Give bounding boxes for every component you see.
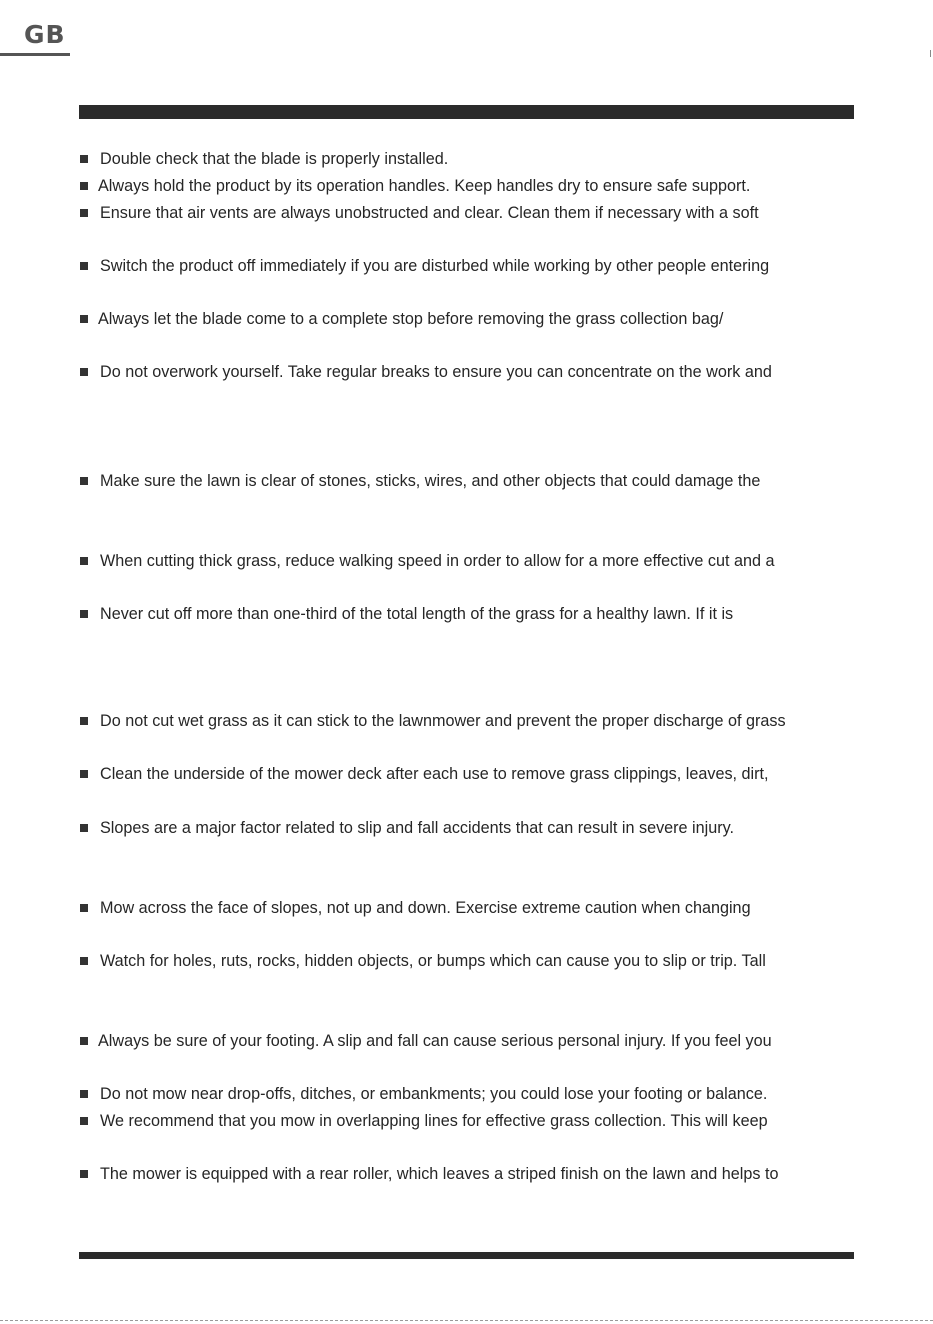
bullet-item	[80, 362, 772, 382]
bullet-square-icon	[80, 182, 88, 190]
bullet-text: Switch the product off immediately if you are disturbed while working by other people entering	[100, 256, 770, 275]
bullet-item	[80, 551, 775, 571]
bullet-square-icon	[80, 1037, 88, 1045]
bullet-square-icon	[80, 957, 88, 965]
top-divider-bar	[79, 105, 854, 119]
bullet-text: Never cut off more than one-third of the total length of the grass for a healthy lawn. If it is	[100, 604, 734, 623]
bullet-square-icon	[80, 557, 88, 565]
bullet-item	[80, 1084, 767, 1104]
bullet-text: We recommend that you mow in overlapping lines for effective grass collection. This will keep	[100, 1111, 768, 1130]
bullet-text: Double check that the blade is properly installed.	[100, 149, 449, 168]
bullet-item	[80, 149, 448, 169]
bullet-square-icon	[80, 610, 88, 618]
bullet-item	[80, 309, 723, 329]
bullet-text: Always let the blade come to a complete stop before removing the grass collection bag/	[98, 309, 724, 328]
language-code: GB	[24, 20, 66, 49]
bullet-text: The mower is equipped with a rear roller, which leaves a striped finish on the lawn and helps to	[100, 1164, 779, 1183]
bullet-text: Always be sure of your footing. A slip and fall can cause serious personal injury. If you feel you	[98, 1031, 772, 1050]
bullet-item	[80, 203, 759, 223]
bullet-item	[80, 1031, 772, 1051]
bullet-square-icon	[80, 717, 88, 725]
bullet-item	[80, 818, 734, 838]
bullet-item	[80, 764, 769, 784]
bullet-square-icon	[80, 315, 88, 323]
bullet-square-icon	[80, 262, 88, 270]
bullet-square-icon	[80, 155, 88, 163]
bullet-item	[80, 951, 766, 971]
bullet-text: Watch for holes, ruts, rocks, hidden objects, or bumps which can cause you to slip or trip. Tall	[100, 951, 766, 970]
bullet-text: Clean the underside of the mower deck after each use to remove grass clippings, leaves, dirt,	[100, 764, 769, 783]
bullet-square-icon	[80, 209, 88, 217]
bottom-divider-bar	[79, 1252, 854, 1259]
bullet-text: Ensure that air vents are always unobstructed and clear. Clean them if necessary with a soft	[100, 203, 759, 222]
bullet-square-icon	[80, 1170, 88, 1178]
bullet-square-icon	[80, 477, 88, 485]
bullet-text: Do not mow near drop-offs, ditches, or embankments; you could lose your footing or balance.	[100, 1084, 768, 1103]
bullet-text: Mow across the face of slopes, not up and down. Exercise extreme caution when changing	[100, 898, 751, 917]
bullet-square-icon	[80, 1117, 88, 1125]
bullet-item	[80, 1164, 778, 1184]
edge-mark	[930, 50, 931, 57]
bullet-item	[80, 711, 786, 731]
bullet-square-icon	[80, 904, 88, 912]
bullet-text: Always hold the product by its operation handles. Keep handles dry to ensure safe support.	[98, 176, 751, 195]
page-edge-dashed-line	[0, 1320, 933, 1321]
bullet-square-icon	[80, 368, 88, 376]
bullet-item	[80, 176, 750, 196]
bullet-text: When cutting thick grass, reduce walking speed in order to allow for a more effective cut and a	[100, 551, 775, 570]
bullet-text: Do not cut wet grass as it can stick to the lawnmower and prevent the proper discharge of grass	[100, 711, 786, 730]
language-underline	[0, 53, 70, 56]
bullet-item	[80, 898, 751, 918]
bullet-square-icon	[80, 824, 88, 832]
bullet-item	[80, 604, 733, 624]
bullet-text: Make sure the lawn is clear of stones, sticks, wires, and other objects that could damage the	[100, 471, 761, 490]
bullet-square-icon	[80, 770, 88, 778]
bullet-text: Slopes are a major factor related to slip and fall accidents that can result in severe injury.	[100, 818, 735, 837]
bullet-text: Do not overwork yourself. Take regular breaks to ensure you can concentrate on the work and	[100, 362, 772, 381]
bullet-item	[80, 256, 769, 276]
bullet-square-icon	[80, 1090, 88, 1098]
bullet-item	[80, 471, 760, 491]
bullet-item	[80, 1111, 768, 1131]
